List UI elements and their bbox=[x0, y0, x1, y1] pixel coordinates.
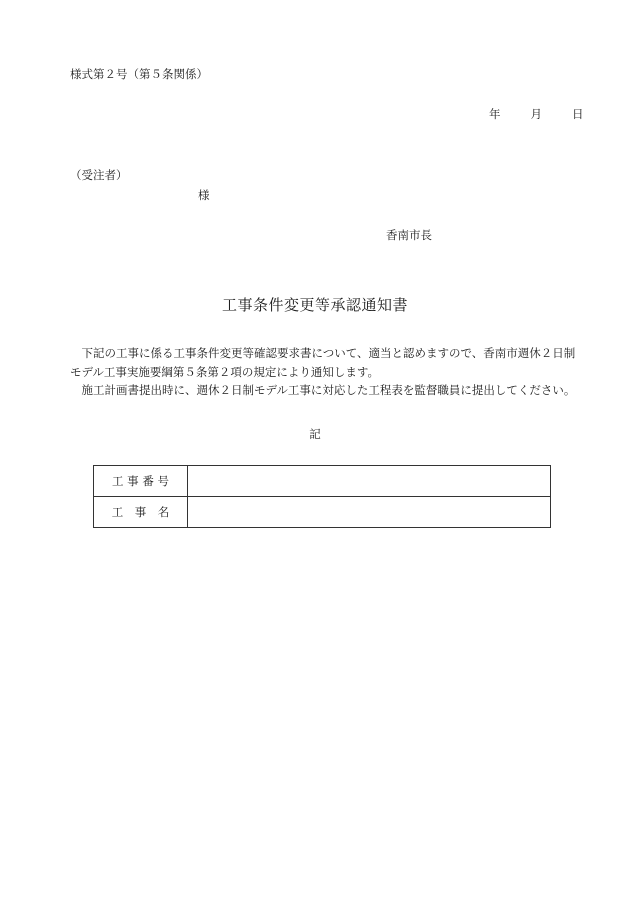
body-paragraph-2: 施工計画書提出時に、週休２日制モデル工事に対応した工程表を監督職員に提出してください。 bbox=[81, 383, 576, 397]
construction-name-label: 工 事 名 bbox=[94, 497, 188, 528]
document-title: 工事条件変更等承認通知書 bbox=[221, 296, 408, 314]
day-label: 日 bbox=[572, 107, 584, 121]
year-label: 年 bbox=[489, 107, 501, 121]
form-number-label: 様式第２号（第５条関係） bbox=[70, 67, 208, 81]
body-paragraph-1: 下記の工事に係る工事条件変更等確認要求書について、適当と認めますので、香南市週休２日制モデル工事実施要綱第５条第２項の規定により通知します。 bbox=[70, 346, 576, 379]
date-row bbox=[489, 106, 584, 122]
honorific-sama: 様 bbox=[198, 188, 210, 202]
construction-name-value bbox=[188, 497, 551, 528]
body-text bbox=[70, 344, 580, 400]
construction-number-value bbox=[188, 466, 551, 497]
month-label: 月 bbox=[530, 107, 542, 121]
table-row bbox=[94, 497, 551, 528]
construction-number-label: 工 事 番 号 bbox=[94, 466, 188, 497]
ki-marker: 記 bbox=[309, 427, 321, 441]
issuer-mayor: 香南市長 bbox=[386, 228, 432, 242]
construction-info-table bbox=[93, 465, 551, 528]
table-row bbox=[94, 466, 551, 497]
contractor-label: （受注者） bbox=[70, 168, 128, 182]
